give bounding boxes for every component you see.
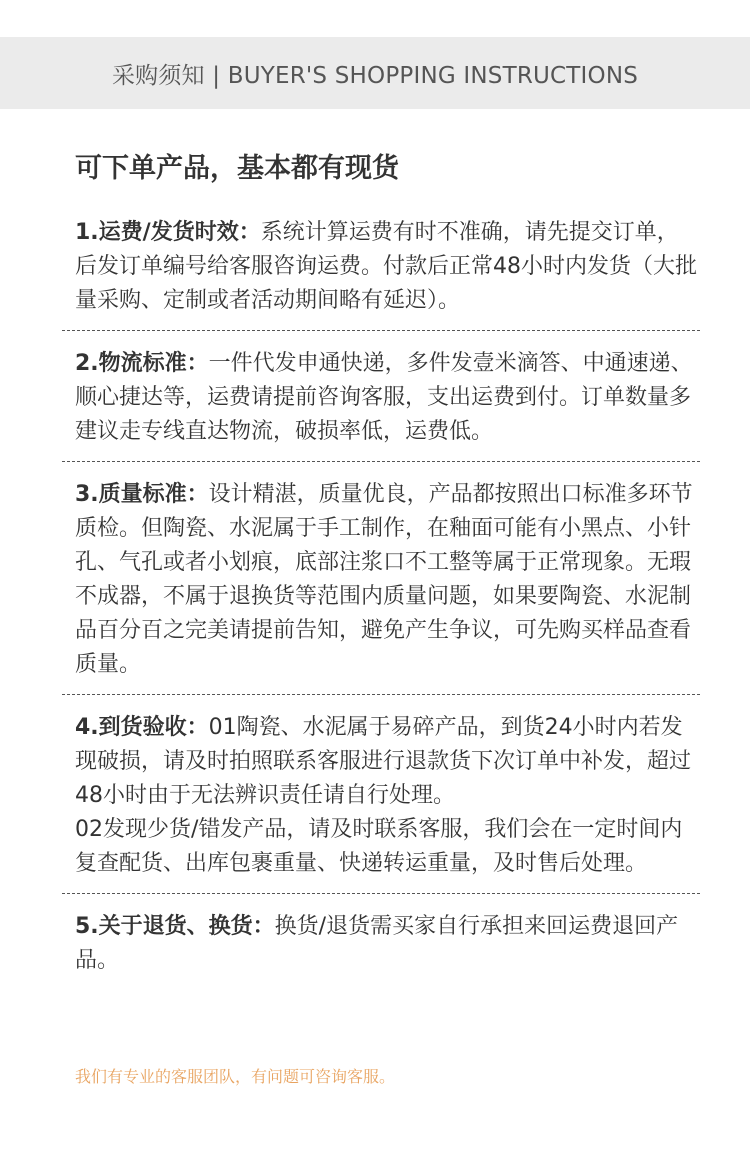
section-label: 1.运费/发货时效： [75, 220, 261, 245]
section-text: 一件代发申通快递，多件发壹米滴答、中通速递、顺心捷达等，运费请提前咨询客服，支出运费到付。订单数量多建议走专线直达物流，破损率低，运费低。 [75, 351, 693, 444]
section-paragraph [75, 347, 700, 449]
section-label: 4.到货验收： [75, 715, 209, 740]
section-paragraph [75, 711, 700, 813]
section-text: 01陶瓷、水泥属于易碎产品，到货24小时内若发现破损，请及时拍照联系客服进行退款货下次订单中补发，超过48小时由于无法辨识责任请自行处理。 [75, 715, 692, 808]
section-text: 换货/退货需买家自行承担来回运费退回产品。 [75, 914, 679, 973]
main-heading: 可下单产品，基本都有现货 [75, 153, 399, 184]
section-quality [75, 478, 700, 682]
section-paragraph [75, 478, 700, 682]
section-label: 5.关于退货、换货： [75, 914, 275, 939]
section-label: 3.质量标准： [75, 482, 209, 507]
customer-service-note: 我们有专业的客服团队，有问题可咨询客服。 [75, 1067, 396, 1086]
section-paragraph [75, 216, 700, 318]
section-paragraph [75, 910, 700, 978]
instructions-content [75, 150, 700, 978]
section-paragraph: 02发现少货/错发产品，请及时联系客服，我们会在一定时间内复查配货、出库包裹重量、快递转运重量，及时售后处理。 [75, 817, 683, 876]
header-title: 采购须知 | BUYER'S SHOPPING INSTRUCTIONS [111, 62, 639, 89]
section-returns-exchanges [75, 910, 700, 978]
section-logistics [75, 347, 700, 449]
section-label: 2.物流标准： [75, 351, 209, 376]
section-text: 系统计算运费有时不准确，请先提交订单，后发订单编号给客服咨询运费。付款后正常48小时内发货（大批量采购、定制或者活动期间略有延迟）。 [75, 220, 697, 313]
section-arrival-inspection [75, 711, 700, 881]
section-text: 设计精湛，质量优良，产品都按照出口标准多环节质检。但陶瓷、水泥属于手工制作，在釉面可能有小黑点、小针孔、气孔或者小划痕，底部注浆口不工整等属于正常现象。无瑕不成器，不属于退换货等范围内质量问题，如果要陶瓷、水泥制品百分百之完美请提前告知，避免产生争议，可先购买样品查看质量。 [75, 482, 693, 677]
header-band [0, 37, 750, 109]
section-shipping-fee [75, 216, 700, 318]
